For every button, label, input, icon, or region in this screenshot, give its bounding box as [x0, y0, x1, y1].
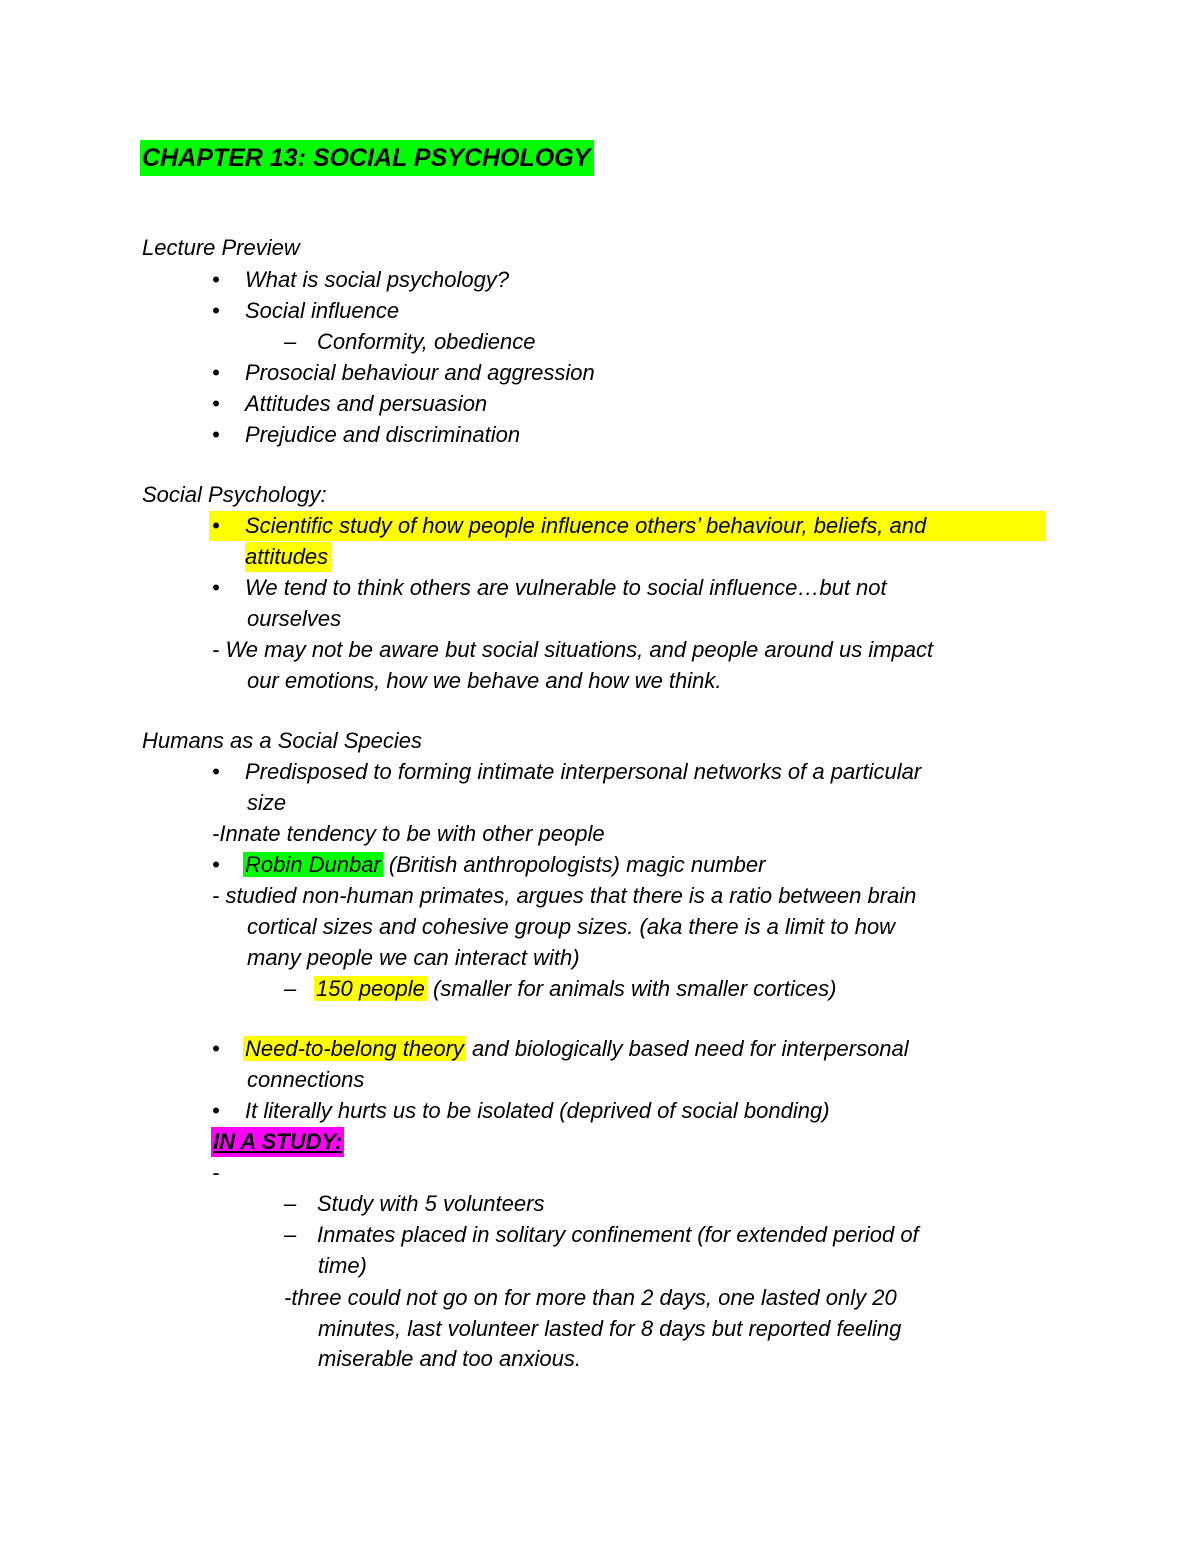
bullet-glyph: •: [212, 360, 220, 385]
innate-tendency-line: -Innate tendency to be with other people: [212, 821, 605, 846]
need-to-belong-line-1: [243, 1034, 909, 1064]
preview-subitem: Conformity, obedience: [317, 329, 536, 354]
studied-line-3: many people we can interact with): [247, 945, 580, 970]
need-to-belong-line-2: connections: [247, 1067, 365, 1092]
isolation-line: It literally hurts us to be isolated (deprived of social bonding): [245, 1098, 830, 1123]
lecture-preview-heading: Lecture Preview: [142, 235, 300, 260]
dash-glyph: –: [284, 329, 297, 354]
preview-item: What is social psychology?: [245, 267, 510, 292]
need-to-belong-highlight: Need-to-belong theory: [245, 1036, 464, 1061]
bullet-glyph: •: [212, 267, 220, 292]
bullet-glyph: •: [212, 759, 220, 784]
bullet-glyph: •: [212, 513, 220, 538]
bullet-glyph: •: [212, 852, 220, 877]
study-dash: -: [212, 1160, 220, 1185]
definition-line-1: Scientific study of how people influence others’ behaviour, beliefs, and: [245, 513, 927, 538]
preview-item: Social influence: [245, 298, 400, 323]
networks-line-2: size: [247, 790, 287, 815]
networks-line-1: Predisposed to forming intimate interpersonal networks of a particular: [245, 759, 922, 784]
chapter-title: CHAPTER 13: SOCIAL PSYCHOLOGY: [140, 140, 594, 176]
studied-line-1: - studied non-human primates, argues that there is a ratio between brain: [212, 883, 917, 908]
bullet-glyph: •: [212, 1098, 220, 1123]
bullet-glyph: •: [212, 298, 220, 323]
social-influence-line-1: We tend to think others are vulnerable to social influence…but not: [245, 575, 887, 600]
preview-item: Prosocial behaviour and aggression: [245, 360, 595, 385]
magic-number-highlight: 150 people: [316, 976, 425, 1001]
social-influence-line-2: ourselves: [247, 606, 342, 631]
dash-glyph: –: [284, 976, 297, 1001]
dash-glyph: –: [284, 1191, 297, 1216]
dunbar-line: [243, 850, 765, 880]
bullet-glyph: •: [212, 391, 220, 416]
studied-line-2: cortical sizes and cohesive group sizes. (aka there is a limit to how: [247, 914, 896, 939]
study-result-line-3: miserable and too anxious.: [318, 1346, 581, 1371]
magic-number-rest: (smaller for animals with smaller cortices): [426, 976, 837, 1001]
in-a-study-label: IN A STUDY:: [211, 1127, 344, 1157]
dash-glyph: –: [284, 1222, 297, 1247]
humans-heading: Humans as a Social Species: [142, 728, 423, 753]
dunbar-rest: (British anthropologists) magic number: [382, 852, 766, 877]
awareness-line-2: our emotions, how we behave and how we think.: [247, 668, 722, 693]
awareness-line-1: - We may not be aware but social situations, and people around us impact: [212, 637, 934, 662]
dunbar-name: Robin Dunbar: [245, 852, 381, 877]
study-result-line-1: -three could not go on for more than 2 days, one lasted only 20: [284, 1285, 897, 1310]
bullet-glyph: •: [212, 422, 220, 447]
need-to-belong-rest: and biologically based need for interpersonal: [465, 1036, 909, 1061]
study-result-line-2: minutes, last volunteer lasted for 8 days but reported feeling: [318, 1316, 902, 1341]
study-item-inmates-line-2: time): [318, 1253, 367, 1278]
bullet-glyph: •: [212, 1036, 220, 1061]
preview-item: Attitudes and persuasion: [245, 391, 488, 416]
preview-item: Prejudice and discrimination: [245, 422, 521, 447]
definition-line-2: attitudes: [245, 542, 332, 572]
social-psychology-heading: Social Psychology:: [142, 482, 327, 507]
study-item-inmates-line-1: Inmates placed in solitary confinement (for extended period of: [317, 1222, 919, 1247]
study-item-volunteers: Study with 5 volunteers: [317, 1191, 545, 1216]
magic-number-line: [314, 974, 836, 1004]
bullet-glyph: •: [212, 575, 220, 600]
